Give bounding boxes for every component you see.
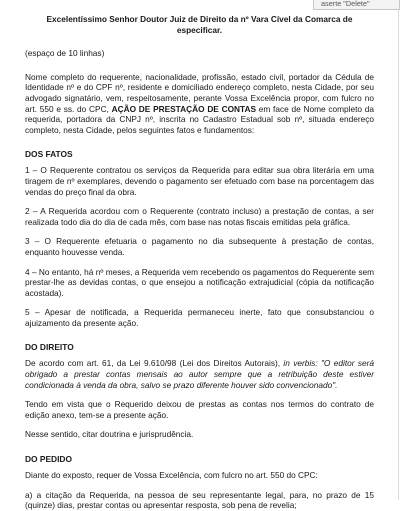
direito-quote: in verbis: "O editor será obrigado a prestar contas mensais ao autor sempre que a retribuição deste estiver condicionada à venda da obra, salvo se prazo diferente houver sido convencionado". (25, 358, 374, 390)
pedido-paragraph-2: a) a citação da Requerida, na pessoa de seu representante legal, para, no prazo de 15 (quinze) dias, prestar contas ou apresentar resposta, sob pena de revelia; (25, 489, 374, 511)
action-title: AÇÃO DE PRESTAÇÃO DE CONTAS (111, 103, 257, 114)
direito-paragraph-2: Tendo em vista que o Requerido deixou de prestas as contas nos termos do contrato de edição anexo, tem-se a presente ação. (25, 399, 374, 420)
fato-item-1: 1 – O Requerente contratou os serviços da Requerida para editar sua obra literária em uma tiragem de nº exemplares, devendo o pagamento ser efetuado com base na porcentagem das vendas do preço final da obra. (25, 165, 374, 197)
spacing-note: (espaço de 10 linhas) (25, 48, 105, 59)
fato-item-3: 3 – O Requerente efetuaria o pagamento no dia subsequente à prestação de contas, enquanto houvesse venda. (25, 236, 374, 257)
direito-paragraph-3: Nesse sentido, citar doutrina e jurisprudência. (25, 429, 194, 440)
intro-text: Nome completo do requerente, nacionalidade, profissão, estado civil, portador da Cédula de Identidade nº e do CPF nº, residente e domiciliado endereço completo, nesta Cidade, por seu advogado signatário, vem, respeitosamente, perante Vossa Excelência propor, com fulcro no art. 550 e ss. do CPC, (25, 71, 374, 114)
pedido-paragraph-1: Diante do exposto, requer de Vossa Excelência, com fulcro no art. 550 do CPC: (25, 470, 318, 481)
fato-item-4: 4 – No entanto, há nº meses, a Requerida vem recebendo os pagamentos do Requerente sem prestar-lhe as devidas contas, o que ensejou a notificação extrajudicial (cópia da notificação acostada). (25, 266, 374, 298)
direito-paragraph-1 (25, 358, 374, 390)
direito-heading: DO DIREITO (25, 342, 74, 353)
fato-item-5: 5 – Apesar de notificada, a Requerida permaneceu inerte, fato que consubstanciou o ajuizamento da presente ação. (25, 307, 374, 328)
intro-text-end: em face de Nome completo da requerida, portadora da CNPJ nº, inscrita no Cadastro Estadual sob nº, situada endereço completo, nesta Cidade, pelos seguintes fatos e fundamentos: (25, 103, 374, 135)
document-body (25, 14, 374, 511)
direito-citation: De acordo com art. 61, da Lei 9.610/98 (Lei dos Direitos Autorais), (25, 358, 284, 369)
fato-item-2: 2 – A Requerida acordou com o Requerente (contrato incluso) a prestação de contas, a ser realizada todo dia do dia de cada mês, com base nas notas fiscais emitidas pela gráfica. (25, 206, 374, 227)
fatos-heading: DOS FATOS (25, 149, 73, 160)
intro-paragraph (25, 72, 374, 136)
pedido-heading: DO PEDIDO (25, 454, 72, 465)
delete-hint: aserte "Delete" (313, 0, 400, 10)
document-title: Excelentíssimo Senhor Doutor Juiz de Direito da nº Vara Cível da Comarca de especificar. (46, 14, 353, 35)
